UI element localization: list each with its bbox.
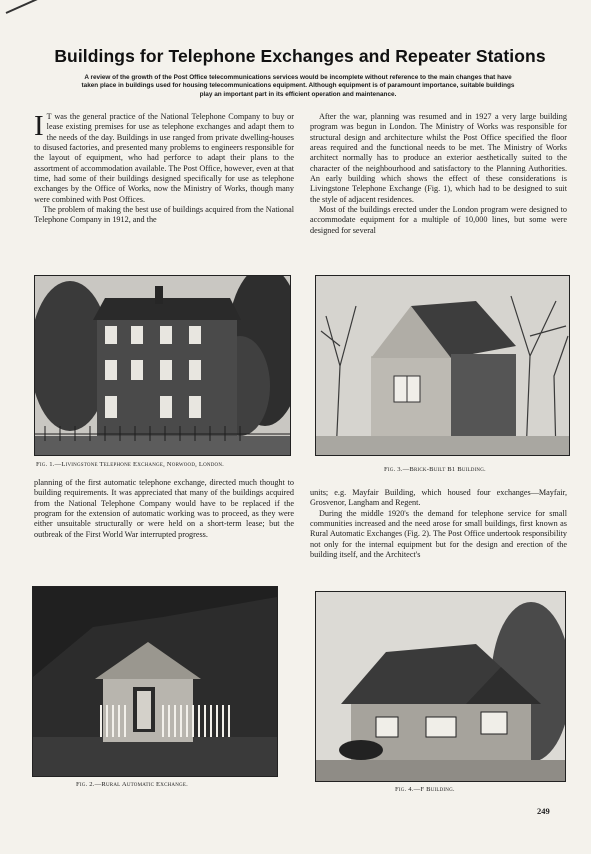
paragraph: units; e.g. Mayfair Building, which housed four exchanges—Mayfair, Grosvenor, Langham and Regent. — [310, 488, 567, 508]
article-abstract: A review of the growth of the Post Office telecommunications services would be incomplete without reference to the main changes that have taken place in buildings used for housing telecommunications equipment. Although equipment is of paramount importance, suitable buildings play an important part in its efficient operation and maintenance. — [81, 74, 515, 98]
paragraph: The problem of making the best use of buildings acquired from the National Telephone Company in 1912, and the — [34, 205, 294, 225]
paragraph: After the war, planning was resumed and in 1927 a very large building program was begun in London. The Ministry of Works was responsible for structural design and architecture whilst the Post Office specified the floor areas required and the functional needs to be met. The Ministry of Works architect normally has to produce an exterior aesthetically suited to the character of the neighbourhood and satisfactory to the Planning Authorities. An early building which shows the effect of these considerations is Livingstone Telephone Exchange (Fig. 1), which had to be designed to suit the style of adjacent residences. — [310, 112, 567, 204]
figure-caption: Fig. 2.—Rural Automatic Exchange. — [76, 781, 188, 788]
paragraph: Most of the buildings erected under the London program were designed to accommodate equipment for a multiple of 10,000 lines, but some were designed for several — [310, 205, 567, 235]
text-column-top-right — [310, 112, 567, 262]
text-column-bottom-left — [34, 478, 294, 578]
drop-cap: I — [34, 112, 44, 142]
photo-brick-built-b1 — [315, 275, 570, 456]
photo-livingstone-exchange — [34, 275, 291, 456]
page-number: 249 — [537, 806, 550, 816]
figure-caption: Fig. 1.—Livingstone Telephone Exchange, Norwood, London. — [36, 461, 225, 468]
article-title: Buildings for Telephone Exchanges and Repeater Stations — [54, 46, 546, 66]
paragraph: planning of the first automatic telephone exchange, directed much thought to building requirements. It was appreciated that many of the buildings acquired from the National Telephone Company would have to be replaced if the program for the extension of automatic working was to proceed, as they were either unsuitable structurally or were held on a short-term lease; but the outbreak of the First World War interrupted progress. — [34, 478, 294, 539]
text-column-bottom-right — [310, 488, 567, 578]
text-column-top-left — [34, 112, 294, 262]
paragraph: T was the general practice of the National Telephone Company to buy or lease existing premises for use as telephone exchanges and adapt them to the needs of the day. Buildings in use ranged from private dwelling-houses to disused factories, and presented many problems to engineers responsible for the layout of equipment, who had perforce to adapt their plans to the assortment of accommodation available. The Post Office, however, even at that time, had some of their buildings designed specifically for use as telephone exchanges by the Office of Works, now the Ministry of Works, though many were combined with Post Offices. — [34, 112, 294, 204]
photo-f-building — [315, 591, 566, 782]
figure-caption: Fig. 4.—F Building. — [395, 786, 455, 793]
pen-mark — [6, 0, 42, 14]
photo-rural-automatic-exchange — [32, 586, 278, 777]
figure-caption: Fig. 3.—Brick-Built B1 Building. — [384, 466, 486, 473]
paragraph: During the middle 1920's the demand for telephone service for small communities increased and the need arose for small buildings, first known as Rural Automatic Exchanges (Fig. 2). The Post Office undertook responsibility not only for the internal equipment but for the design and erection of the building itself, and the Architect's — [310, 508, 567, 560]
